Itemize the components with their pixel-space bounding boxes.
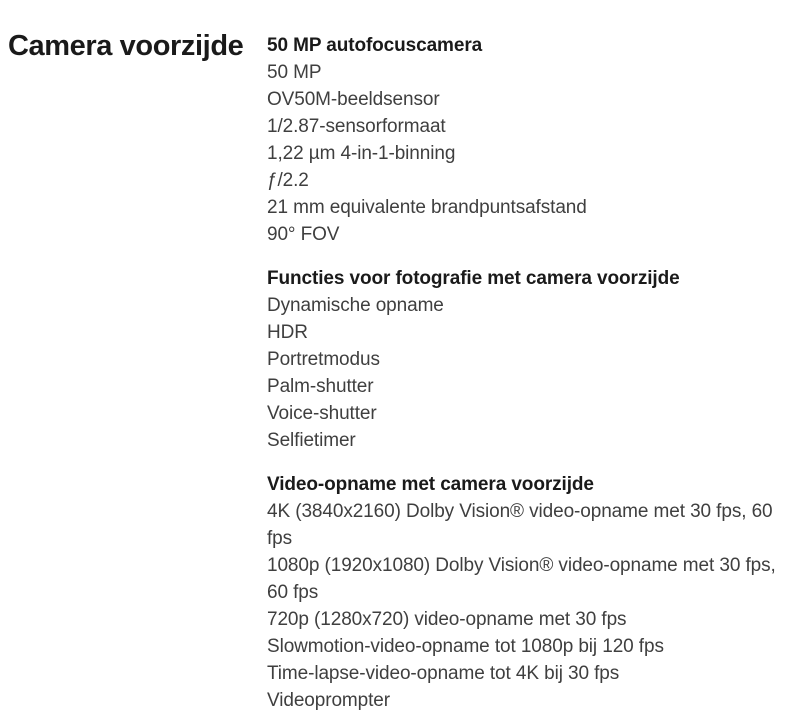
spec-section-header: Functies voor fotografie met camera voorzijde xyxy=(267,268,680,289)
spec-line: Slowmotion-video-opname tot 1080p bij 120 fps xyxy=(267,636,664,657)
spec-line: HDR xyxy=(267,322,308,343)
spec-section-header: Video-opname met camera voorzijde xyxy=(267,474,594,495)
spec-line: Dynamische opname xyxy=(267,295,444,316)
spec-line: 4K (3840x2160) Dolby Vision® video-opname met 30 fps, 60 fps xyxy=(267,501,773,549)
spec-line: Time-lapse-video-opname tot 4K bij 30 fps xyxy=(267,663,620,684)
spec-line: 720p (1280x720) video-opname met 30 fps xyxy=(267,609,627,630)
spec-line: Portretmodus xyxy=(267,349,380,370)
spec-line: 1080p (1920x1080) Dolby Vision® video-opname met 30 fps, 60 fps xyxy=(267,555,776,603)
spec-row-content-column xyxy=(267,32,800,714)
spec-row-title: Camera voorzijde xyxy=(8,30,244,62)
spec-line: Palm-shutter xyxy=(267,376,374,397)
spec-line: 50 MP xyxy=(267,62,322,83)
spec-line: 1,22 µm 4-in-1-binning xyxy=(267,143,456,164)
spec-section-header: 50 MP autofocuscamera xyxy=(267,35,483,56)
spec-line: 1/2.87-sensorformaat xyxy=(267,116,446,137)
spec-line: Voice-shutter xyxy=(267,403,377,424)
spec-section-front-camera-hardware xyxy=(267,32,780,248)
spec-section-front-camera-photo-features xyxy=(267,265,780,454)
spec-line: ƒ/2.2 xyxy=(267,170,309,191)
spec-line: Videoprompter xyxy=(267,690,390,711)
spec-line: OV50M-beeldsensor xyxy=(267,89,440,110)
spec-line: 21 mm equivalente brandpuntsafstand xyxy=(267,197,587,218)
spec-section-front-camera-video xyxy=(267,471,780,714)
spec-row-label-column xyxy=(8,32,267,63)
spec-line: Selfietimer xyxy=(267,430,356,451)
spec-line: 90° FOV xyxy=(267,224,340,245)
